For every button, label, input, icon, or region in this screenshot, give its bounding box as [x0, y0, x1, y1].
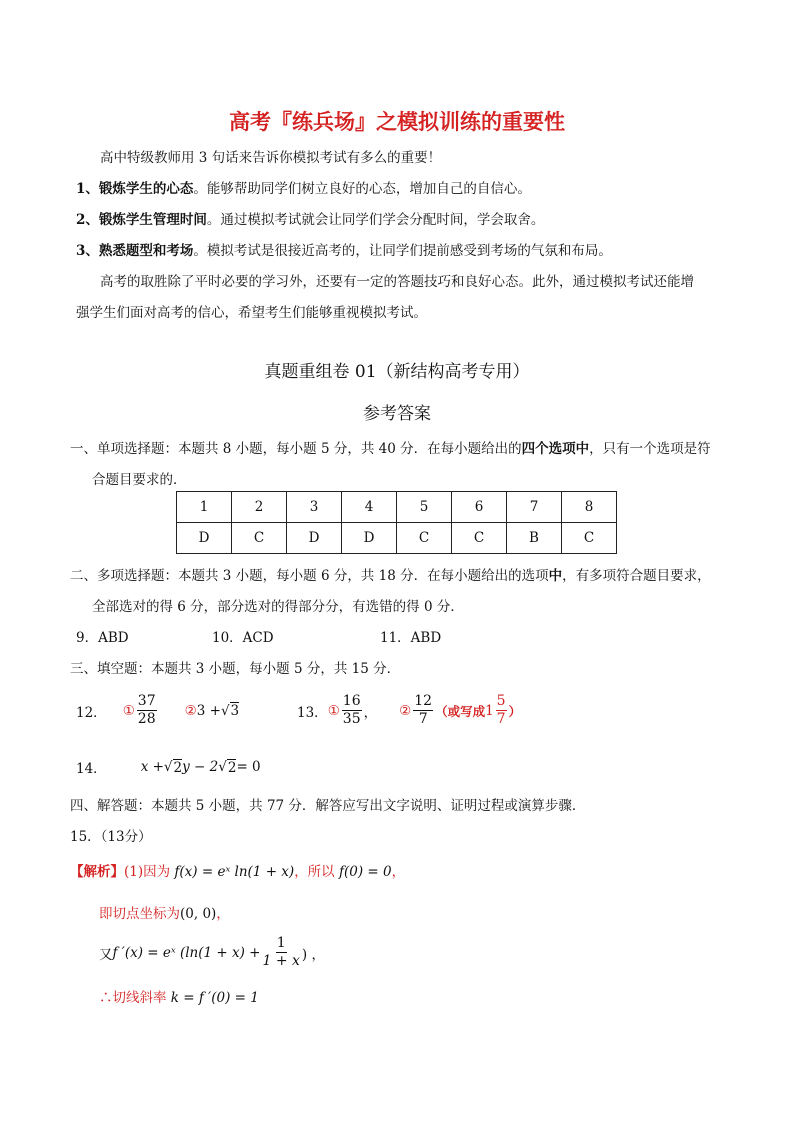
q12-fraction-1-den: 28 — [137, 711, 156, 727]
solution-line-3-b: ) ， — [301, 946, 325, 963]
solution-line-3 — [99, 935, 325, 970]
table-cell: 4 — [342, 492, 397, 523]
paper-title: 真题重组卷 01（新结构高考专用） — [264, 362, 530, 382]
q13-fraction-2-den: 7 — [418, 711, 428, 727]
q13-note-close: ） — [508, 703, 522, 719]
answer-13 — [297, 693, 521, 728]
q12-sqrt: 3 — [230, 703, 240, 719]
q12-mark-2: ② — [184, 702, 197, 719]
q13-fraction-1-den: 35 — [342, 711, 361, 727]
section4-heading: 四、解答题：本题共 5 小题，共 77 分．解答应写出文字说明、证明过程或演算步骤． — [70, 798, 586, 814]
q13-fraction-2 — [413, 693, 433, 728]
answer-11: 11．ABD — [380, 630, 442, 646]
section1-line2: 合题目要求的． — [92, 472, 187, 488]
solution-line-2-b: ， — [216, 906, 230, 922]
solution-line-4 — [99, 986, 259, 1006]
table-cell: 1 — [177, 492, 232, 523]
q13-fraction-1-num: 16 — [342, 693, 361, 709]
solution-line-1-a: (1)因为 — [124, 864, 175, 880]
q12-fraction-1-num: 37 — [137, 693, 156, 709]
table-cell: 7 — [507, 492, 562, 523]
q14-eq-c: = 0 — [236, 759, 261, 775]
q15-label: 15．（13分） — [70, 829, 152, 845]
answer-10: 10．ACD — [212, 630, 274, 646]
q13-note-fraction — [496, 693, 507, 728]
solution-line-1-c: ， — [391, 864, 406, 880]
answer-9: 9．ABD — [76, 630, 129, 646]
point-3 — [76, 239, 612, 259]
q14-eq-b: y − 2 — [182, 759, 219, 775]
q14-sqrt-2: 2 — [227, 759, 237, 776]
section2-emph: 中 — [548, 568, 563, 584]
q13-comma: ， — [363, 704, 378, 721]
q13-fraction-2-num: 12 — [414, 693, 433, 709]
answer-table-answers — [177, 523, 617, 554]
point-2-num: 2、 — [76, 212, 99, 228]
solution-line-1-math: f(x) = eˣ ln(1 + x) — [174, 864, 295, 880]
section3-heading: 三、填空题：本题共 3 小题，每小题 5 分，共 15 分． — [70, 661, 401, 677]
q13-note-fraction-num: 5 — [496, 693, 506, 709]
solution-line-1 — [70, 860, 405, 880]
analysis-tag: 【解析】 — [70, 864, 124, 880]
solution-line-4-a: ∴切线斜率 — [99, 990, 171, 1006]
q13-label: 13． — [297, 704, 328, 721]
q14-eq-a: x + — [140, 759, 164, 775]
point-1-body: 。能够帮助同学们树立良好的心态，增加自己的自信心。 — [193, 181, 531, 197]
section1-desc: 本题共 8 小题，每小题 5 分，共 40 分．在每小题给出的 — [178, 441, 522, 457]
q13-note-int: 1 — [485, 702, 494, 719]
point-2-body: 。通过模拟考试就会让同学们学会分配时间，学会取舍。 — [206, 212, 545, 228]
solution-line-2-math: (0, 0) — [180, 906, 217, 922]
q13-fraction-1 — [342, 693, 362, 728]
q12-mark-1: ① — [122, 702, 135, 719]
table-cell: C — [562, 523, 617, 554]
point-3-body: 。模拟考试是很接近高考的，让同学们提前感受到考场的气氛和布局。 — [193, 243, 612, 259]
solution-line-2 — [99, 902, 230, 922]
point-1-num: 1、 — [76, 181, 99, 197]
table-cell: D — [177, 523, 232, 554]
q13-mark-1: ① — [327, 702, 340, 719]
q12-fraction-1 — [137, 693, 157, 728]
section2-desc: 本题共 3 小题，每小题 6 分，共 18 分．在每小题给出的选项 — [178, 568, 549, 584]
section2-line1 — [70, 564, 711, 584]
closing-line-1: 高考的取胜除了平时必要的学习外，还要有一定的答题技巧和良好心态。此外，通过模拟考试还能增 — [100, 274, 694, 290]
section2-heading: 二、多项选择题： — [70, 568, 178, 584]
solution-line-3-fraction — [262, 935, 299, 970]
point-3-head: 熟悉题型和考场 — [98, 243, 194, 259]
solution-line-1-math2: f(0) = 0 — [338, 864, 392, 880]
q13-note-fraction-den: 7 — [496, 711, 506, 727]
point-1 — [76, 177, 531, 197]
answer-table-numbers — [177, 492, 617, 523]
section1-heading: 一、单项选择题： — [70, 441, 178, 457]
point-2 — [76, 208, 544, 228]
table-cell: 5 — [397, 492, 452, 523]
solution-line-1-b: ，所以 — [294, 864, 339, 880]
section1-desc-end: ，只有一个选项是符 — [589, 441, 711, 457]
table-cell: B — [507, 523, 562, 554]
answer-table — [176, 491, 617, 554]
answer-12: 12． ① $\frac{37}{28}$ ② 3 + √ 3 — [76, 693, 240, 727]
point-1-head: 锻炼学生的心态 — [98, 181, 194, 197]
q13-note-open: （或写成 — [435, 703, 486, 719]
solution-line-3-fraction-num: 1 — [276, 935, 286, 951]
solution-line-3-fraction-den: 1 + x — [262, 953, 300, 969]
table-cell: D — [342, 523, 397, 554]
point-2-head: 锻炼学生管理时间 — [98, 212, 207, 228]
q14-sqrt-1: 2 — [173, 759, 183, 776]
q13-mark-2: ② — [399, 702, 412, 719]
section2-desc-end: ，有多项符合题目要求， — [562, 568, 711, 584]
q12-label: 12． — [76, 704, 107, 721]
solution-line-2-a: 即切点坐标为 — [99, 906, 180, 922]
page-title: 高考『练兵场』之模拟训练的重要性 — [229, 110, 565, 134]
section1-emph: 四个选项中 — [521, 441, 590, 457]
table-cell: D — [287, 523, 342, 554]
table-cell: C — [452, 523, 507, 554]
intro-text: 高中特级教师用 3 句话来告诉你模拟考试有多么的重要！ — [100, 150, 442, 166]
table-cell: 8 — [562, 492, 617, 523]
closing-line-2: 强学生们面对高考的信心，希望考生们能够重视模拟考试。 — [76, 305, 427, 321]
point-3-num: 3、 — [76, 243, 99, 259]
paper-subtitle: 参考答案 — [363, 404, 431, 424]
table-cell: C — [397, 523, 452, 554]
table-cell: C — [232, 523, 287, 554]
q12-answer-2: 3 + — [196, 702, 221, 719]
answer-14: 14． x + √ 2 y − 2 √ 2 = 0 — [76, 759, 261, 777]
table-cell: 6 — [452, 492, 507, 523]
section1-line1 — [70, 437, 711, 457]
table-cell: 2 — [232, 492, 287, 523]
section2-line2: 全部选对的得 6 分，部分选对的得部分分，有选错的得 0 分． — [92, 599, 464, 615]
q14-label: 14． — [76, 761, 107, 777]
solution-line-3-math: f ′(x) = eˣ (ln(1 + x) + — [112, 944, 261, 961]
solution-line-3-a: 又 — [99, 946, 113, 963]
solution-line-4-math: k = f ′(0) = 1 — [170, 990, 259, 1006]
table-cell: 3 — [287, 492, 342, 523]
